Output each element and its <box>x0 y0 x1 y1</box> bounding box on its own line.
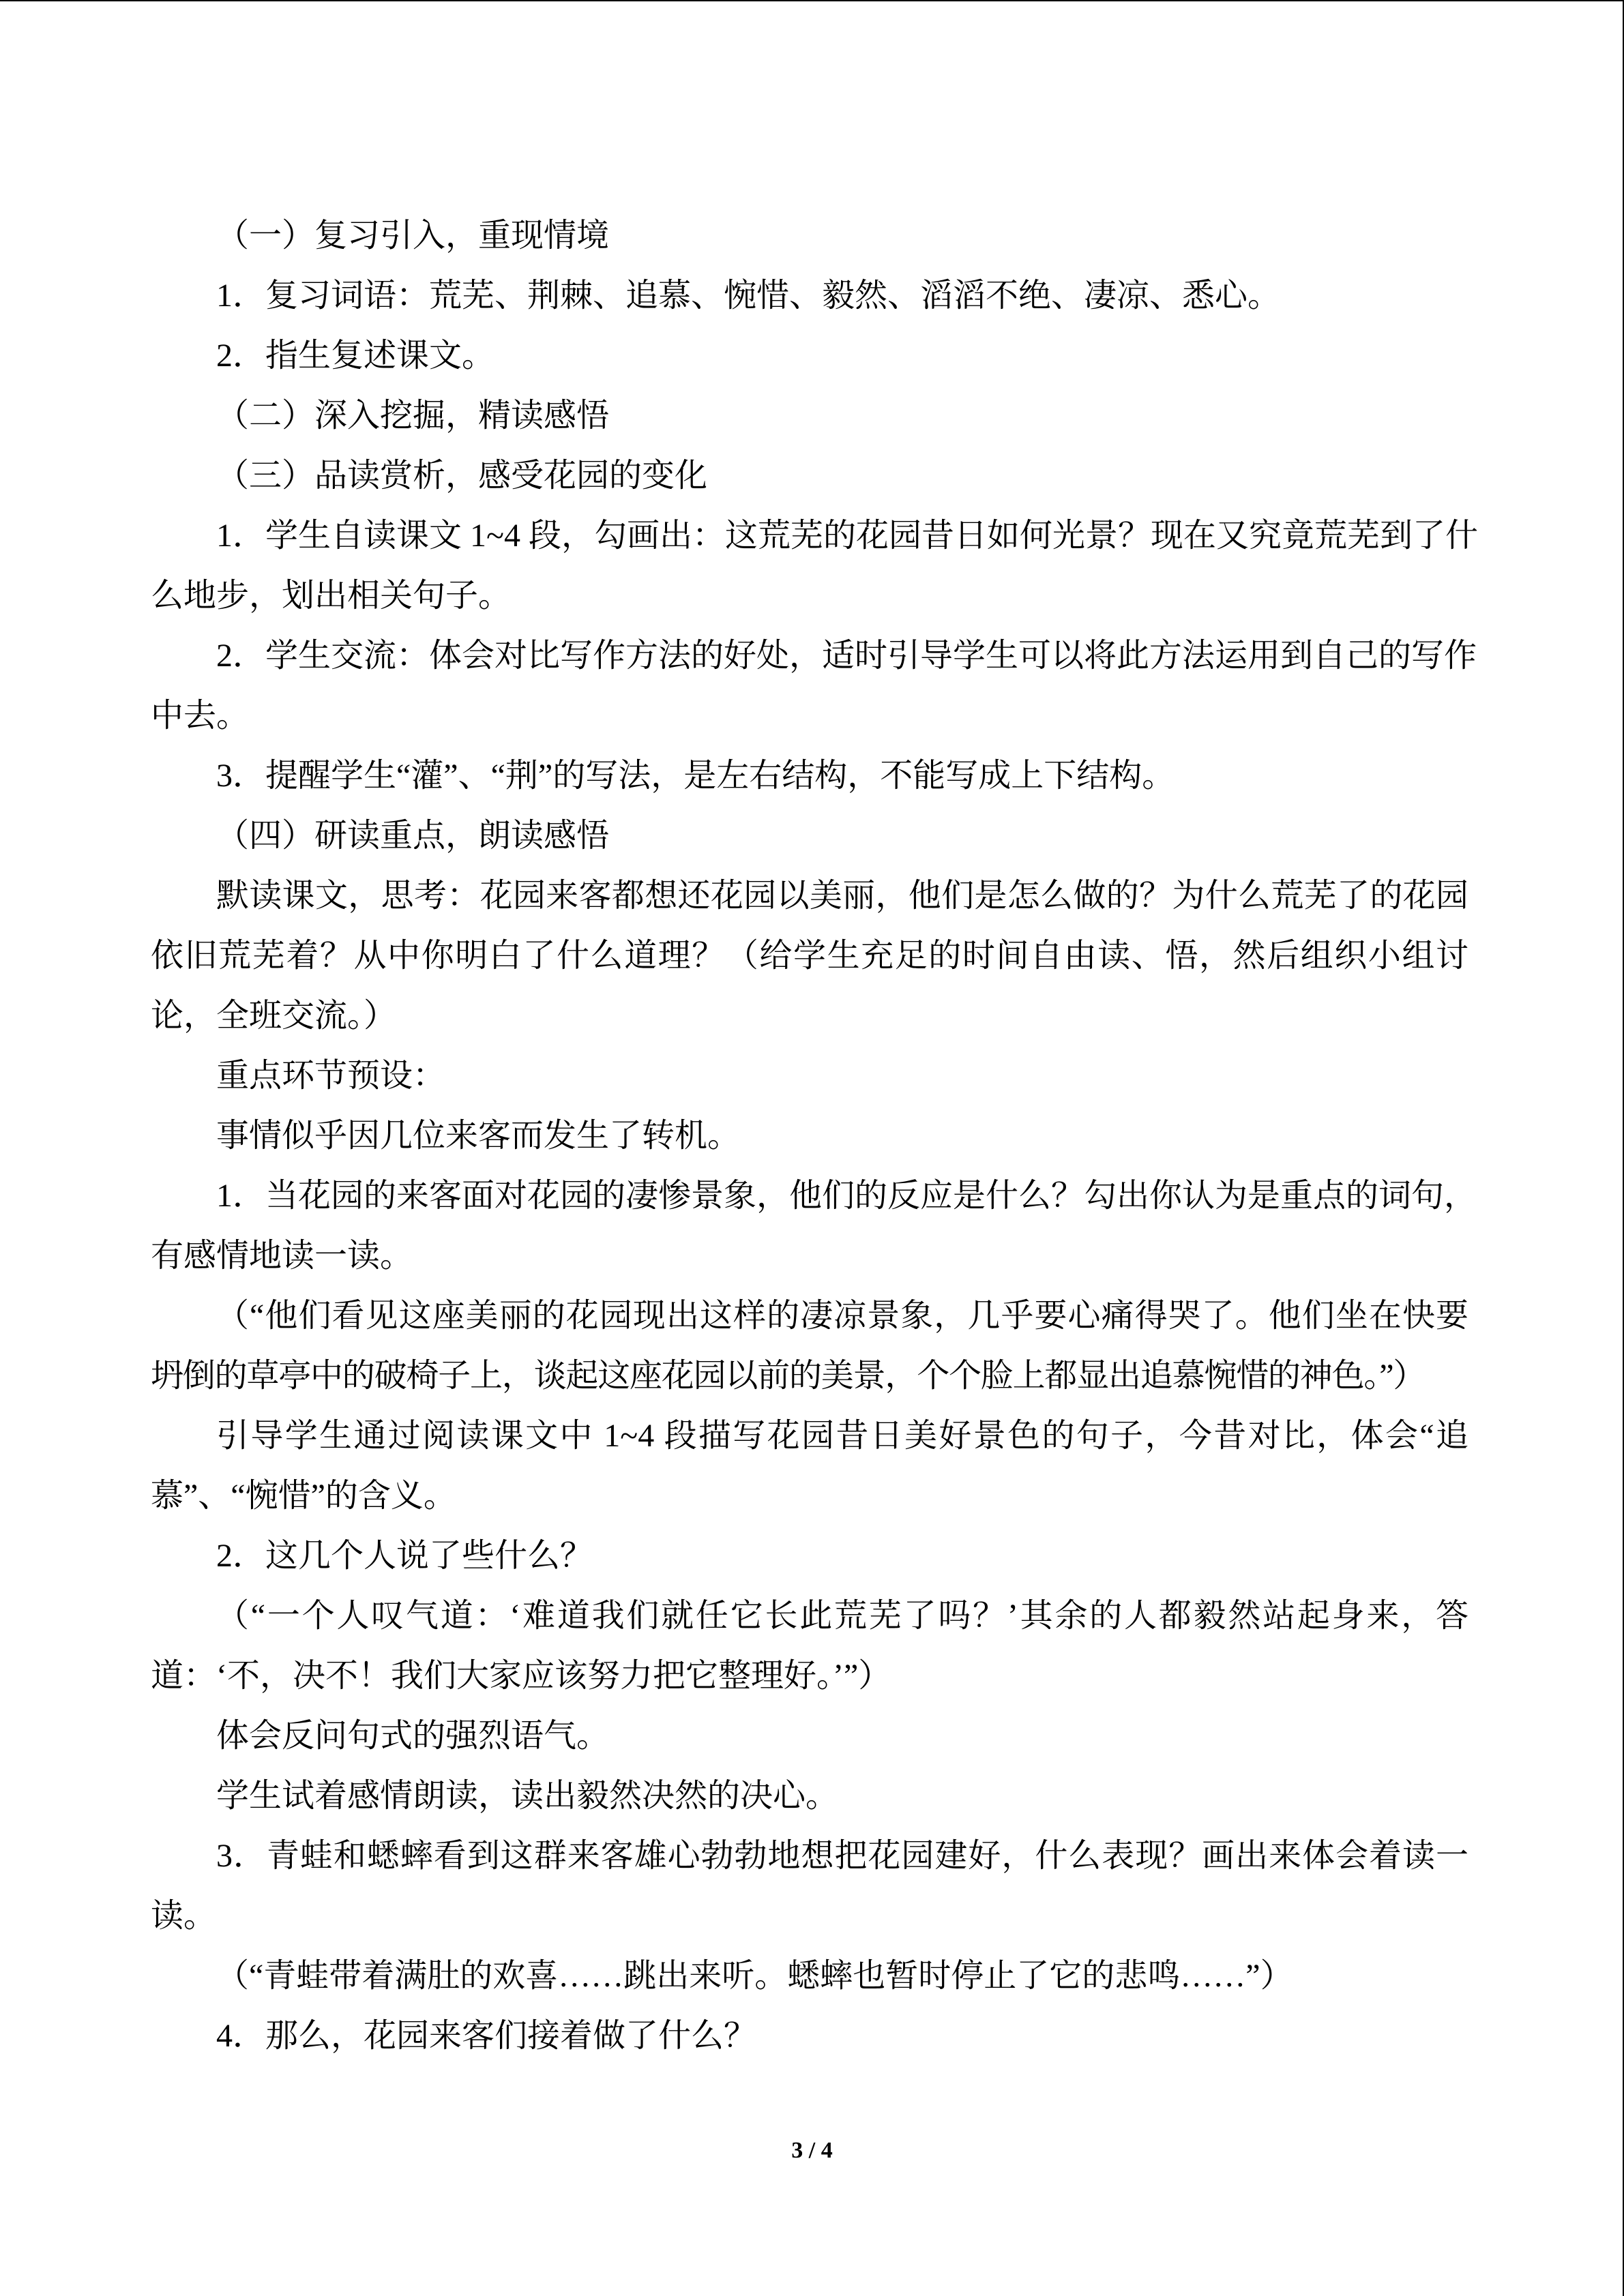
text-line: 中去。 <box>151 698 250 734</box>
paragraph <box>151 1286 1468 1406</box>
text-line: （二）深入挖掘，精读感悟 <box>216 398 610 434</box>
paragraph <box>151 1526 1468 1586</box>
text-line: 事情似乎因几位来客而发生了转机。 <box>216 1118 741 1154</box>
text-line: 依旧荒芜着？从中你明白了什么道理？（给学生充足的时间自由读、悟，然后组织小组讨 <box>151 938 1468 974</box>
section-heading <box>151 806 1468 866</box>
text-line: 学生试着感情朗读，读出毅然决然的决心。 <box>216 1778 839 1814</box>
text-line: 道：‘不，决不！我们大家应该努力把它整理好。’”） <box>151 1658 891 1694</box>
text-line: （“一个人叹气道：‘难道我们就任它长此荒芜了吗？’其余的人都毅然站起身来，答 <box>216 1598 1468 1634</box>
text-line: 引导学生通过阅读课文中 1~4 段描写花园昔日美好景色的句子，今昔对比，体会“追 <box>216 1418 1468 1454</box>
paragraph <box>151 326 1468 386</box>
text-line: 有感情地读一读。 <box>151 1238 413 1274</box>
section-heading <box>151 446 1468 506</box>
paragraph <box>151 1586 1468 1706</box>
text-line: 1．复习词语：荒芜、荆棘、追慕、惋惜、毅然、滔滔不绝、凄凉、悉心。 <box>216 278 1281 314</box>
document-body <box>151 206 1478 2066</box>
text-line: （“青蛙带着满肚的欢喜……跳出来听。蟋蟀也暂时停止了它的悲鸣……”） <box>216 1958 1293 1994</box>
text-line: 读。 <box>151 1898 217 1934</box>
paragraph <box>151 1766 1468 1826</box>
text-line: 么地步，划出相关句子。 <box>151 578 512 614</box>
paragraph <box>151 1406 1468 1526</box>
paragraph <box>151 1706 1468 1766</box>
text-line: 4．那么，花园来客们接着做了什么？ <box>216 2018 757 2054</box>
paragraph <box>151 746 1468 806</box>
section-heading <box>151 206 1468 266</box>
text-line: 重点环节预设： <box>216 1058 446 1094</box>
text-line: 1．学生自读课文 1~4 段，勾画出：这荒芜的花园昔日如何光景？现在又究竟荒芜到了什 <box>216 518 1478 554</box>
paragraph <box>151 866 1468 1046</box>
text-line: 2．指生复述课文。 <box>216 338 495 374</box>
text-line: 默读课文，思考：花园来客都想还花园以美丽，他们是怎么做的？为什么荒芜了的花园 <box>216 878 1468 914</box>
paragraph <box>151 506 1478 626</box>
text-line: 1．当花园的来客面对花园的凄惨景象，他们的反应是什么？勾出你认为是重点的词句， <box>216 1178 1477 1214</box>
text-line: （一）复习引入，重现情境 <box>216 218 610 254</box>
text-line: 论，全班交流。） <box>151 998 397 1034</box>
paragraph <box>151 2006 1468 2066</box>
paragraph <box>151 1826 1468 1946</box>
text-line: （“他们看见这座美丽的花园现出这样的凄凉景象，几乎要心痛得哭了。他们坐在快要 <box>216 1298 1468 1334</box>
paragraph <box>151 1946 1468 2006</box>
text-line: 3．提醒学生“灌”、“荆”的写法，是左右结构，不能写成上下结构。 <box>216 758 1175 794</box>
text-line: 2．学生交流：体会对比写作方法的好处，适时引导学生可以将此方法运用到自己的写作 <box>216 638 1477 674</box>
section-heading <box>151 386 1468 446</box>
text-line: 慕”、“惋惜”的含义。 <box>151 1478 456 1514</box>
paragraph <box>151 1166 1477 1286</box>
paragraph <box>151 266 1468 326</box>
paragraph <box>151 626 1477 746</box>
text-line: 2．这几个人说了些什么？ <box>216 1538 593 1574</box>
paragraph <box>151 1046 1468 1106</box>
text-line: 体会反问句式的强烈语气。 <box>216 1718 610 1754</box>
paragraph <box>151 1106 1468 1166</box>
text-line: 坍倒的草亭中的破椅子上，谈起这座花园以前的美景，个个脸上都显出追慕惋惜的神色。”） <box>151 1358 1426 1394</box>
text-line: （四）研读重点，朗读感悟 <box>216 818 610 854</box>
page-number: 3 / 4 <box>791 2138 833 2163</box>
text-line: （三）品读赏析，感受花园的变化 <box>216 458 708 494</box>
text-line: 3．青蛙和蟋蟀看到这群来客雄心勃勃地想把花园建好，什么表现？画出来体会着读一 <box>216 1838 1468 1874</box>
